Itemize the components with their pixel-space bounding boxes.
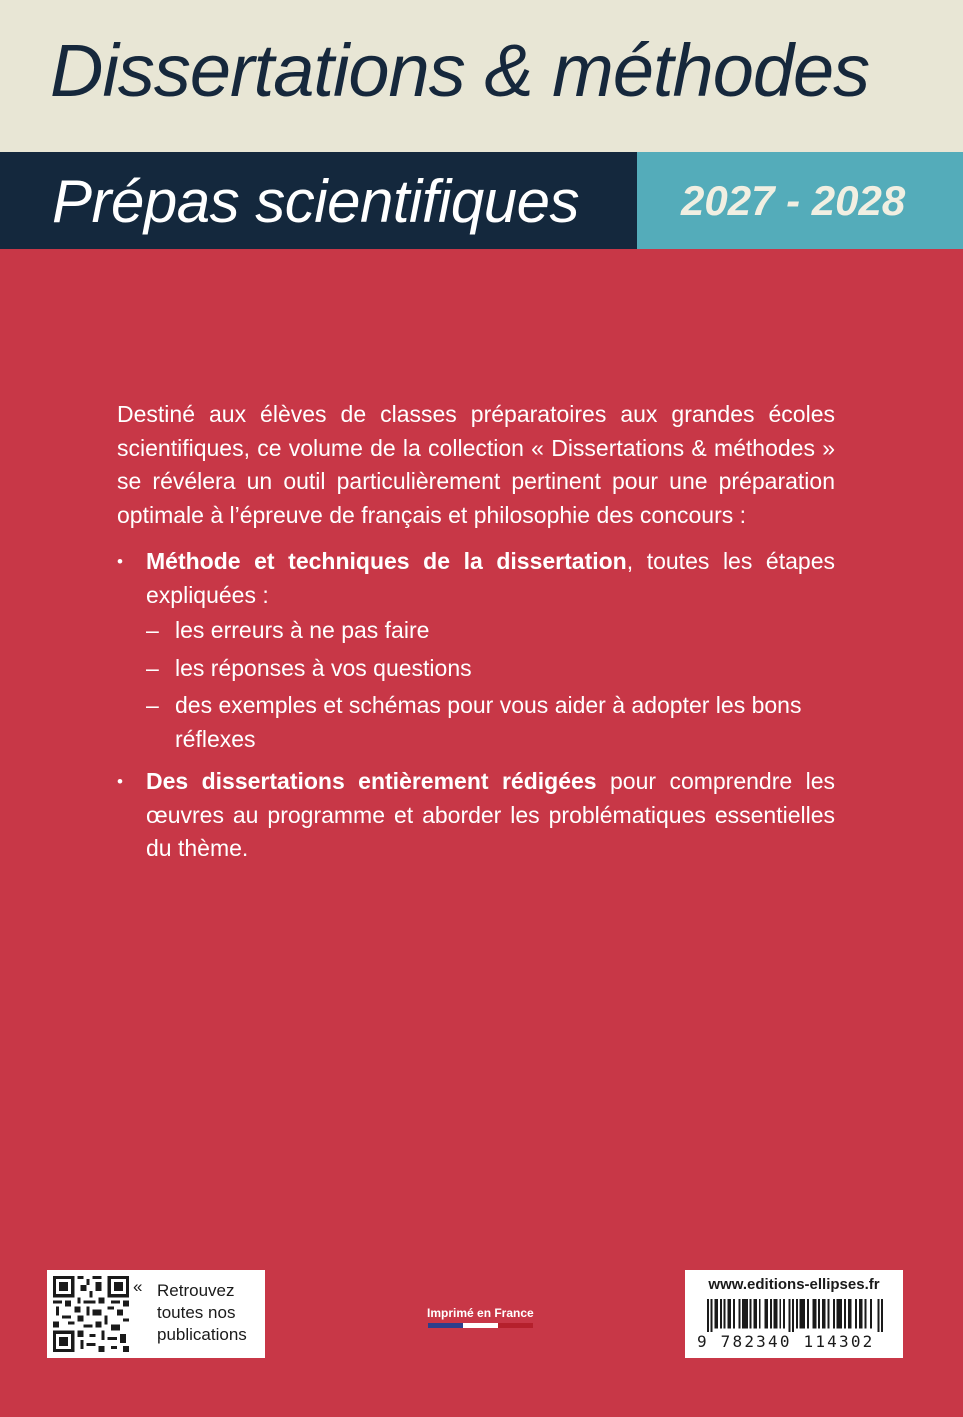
dash-icon: –	[146, 692, 159, 718]
series-header-band	[0, 0, 963, 152]
sub-list	[146, 614, 835, 756]
bullet-icon: •	[117, 552, 123, 571]
bullet-text: pour comprendre les œuvres au programme et aborder les problématiques essentielles du thème.	[146, 768, 835, 861]
bullet-text: , toutes les étapes expliquées :	[146, 548, 835, 608]
sub-item-text: les erreurs à ne pas faire	[175, 617, 430, 643]
qr-label	[157, 1280, 261, 1346]
flag-blue-stripe	[428, 1323, 463, 1328]
flag-white-stripe	[463, 1323, 498, 1328]
bullet-icon: •	[117, 772, 123, 791]
sub-list-item	[146, 614, 835, 648]
qr-code-icon[interactable]	[53, 1276, 129, 1352]
barcode-icon	[707, 1299, 883, 1332]
dash-icon: –	[146, 654, 159, 681]
website-link[interactable]: www.editions-ellipses.fr	[708, 1276, 880, 1293]
year-band	[637, 152, 963, 249]
bullet-bold-text: Des dissertations entièrement rédigées	[146, 768, 597, 794]
series-title: Dissertations & méthodes	[50, 29, 870, 112]
flag-red-stripe	[498, 1323, 533, 1328]
qr-label-line: Retrouvez	[157, 1281, 235, 1300]
printed-in-france-label: Imprimé en France	[427, 1306, 534, 1320]
isbn-digits: 9 782340 114302	[697, 1332, 875, 1351]
dash-icon: –	[146, 617, 159, 643]
year-label: 2027 - 2028	[681, 177, 906, 224]
sub-list-item	[146, 652, 835, 686]
double-chevron-left-icon: «	[133, 1277, 143, 1296]
barcode-panel	[685, 1270, 903, 1358]
sub-item-text: les réponses à vos questions	[175, 654, 472, 681]
main-title: Prépas scientifiques	[52, 168, 579, 235]
bullet-bold-text: Méthode et techniques de la dissertation	[146, 548, 627, 574]
description-block	[117, 398, 835, 875]
feature-list	[117, 545, 835, 866]
sub-item-text: des exemples et schémas pour vous aider à adopter les bons réflexes	[175, 692, 802, 752]
qr-label-line: toutes nos	[157, 1303, 236, 1322]
qr-code-panel[interactable]	[47, 1270, 265, 1358]
list-item	[117, 545, 835, 756]
title-band	[0, 152, 637, 249]
intro-paragraph: Destiné aux élèves de classes préparatoires aux grandes écoles scientifiques, ce volume de la collection « Dissertations & méthodes » se révélera un outil particulièrement pertinent pour une préparation optimale à l’épreuve de français et philosophie des concours :	[117, 401, 835, 528]
sub-list-item	[146, 689, 835, 756]
list-item	[117, 765, 835, 866]
french-flag-icon	[428, 1323, 533, 1328]
qr-label-line: publications	[157, 1325, 247, 1344]
